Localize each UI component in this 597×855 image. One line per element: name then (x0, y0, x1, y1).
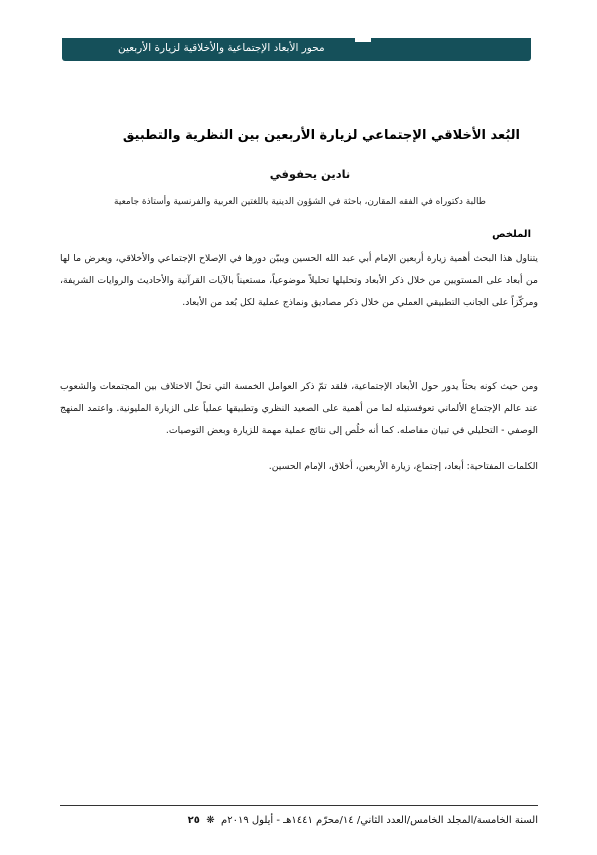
article-title: البُعد الأخلاقي الإجتماعي لزيارة الأربعين بين النظرية والتطبيق (122, 128, 520, 143)
section-title: محور الأبعاد الإجتماعية والأخلاقية لزيارة الأربعين (118, 42, 325, 54)
header-tab-decoration (355, 36, 371, 42)
seal-icon: ❋ (203, 815, 218, 826)
keywords: الكلمات المفتاحية: أبعاد، إجتماع، زيارة الأربعين، أخلاق، الإمام الحسين. (268, 461, 538, 472)
abstract-heading: الملخص (492, 229, 531, 240)
footer-divider (60, 805, 538, 806)
footer (60, 815, 538, 826)
journal-section-header (62, 38, 531, 61)
author-name: نادين يحفوفي (269, 167, 351, 181)
abstract-paragraph-2: ومن حيث كونه بحثاً يدور حول الأبعاد الإجتماعية، فلقد تمّ ذكر العوامل الخمسة التي تحلّ الاختلاف بين المجتمعات والشعوب عند عالم الإجتماع الألماني تعوفستيله لما من أهمية على الصعيد النظري وتطبيقها عملياً على الزيارة المليونية. واعتمد المنهج الوصفي - التحليلي في تبيان مفاصله. كما أنه خلُص إلى نتائج عملية مهمة للزيارة وبعض التوصيات. (60, 381, 538, 436)
author-affiliation: طالبة دكتوراه في الفقه المقارن، باحثة في الشؤون الدينية باللغتين العربية والفرنسية وأستاذة جامعية (114, 197, 486, 207)
abstract-paragraph-1: يتناول هذا البحث أهمية زيارة أربعين الإمام أبي عبد الله الحسين ويبيّن دورها في الإصلاح الإجتماعي والأخلاقي، ويعرض ما لها من أبعاد على المستويين من خلال ذكر الأبعاد وتحليلها تحليلاً موضوعياً، مستعيناً بالآيات القرآنية والأحاديث والروايات الشريفة، ومركّزاً على الجانب التطبيقي العملي من خلال ذكر مصاديق ونماذج عملية لكل بُعد من الأبعاد. (60, 253, 538, 308)
page-number: ٢٥ (187, 815, 200, 826)
issue-info: السنة الخامسة/المجلد الخامس/العدد الثاني/ ١٤/محرّم ١٤٤١هـ - أيلول ٢٠١٩م (221, 815, 538, 826)
